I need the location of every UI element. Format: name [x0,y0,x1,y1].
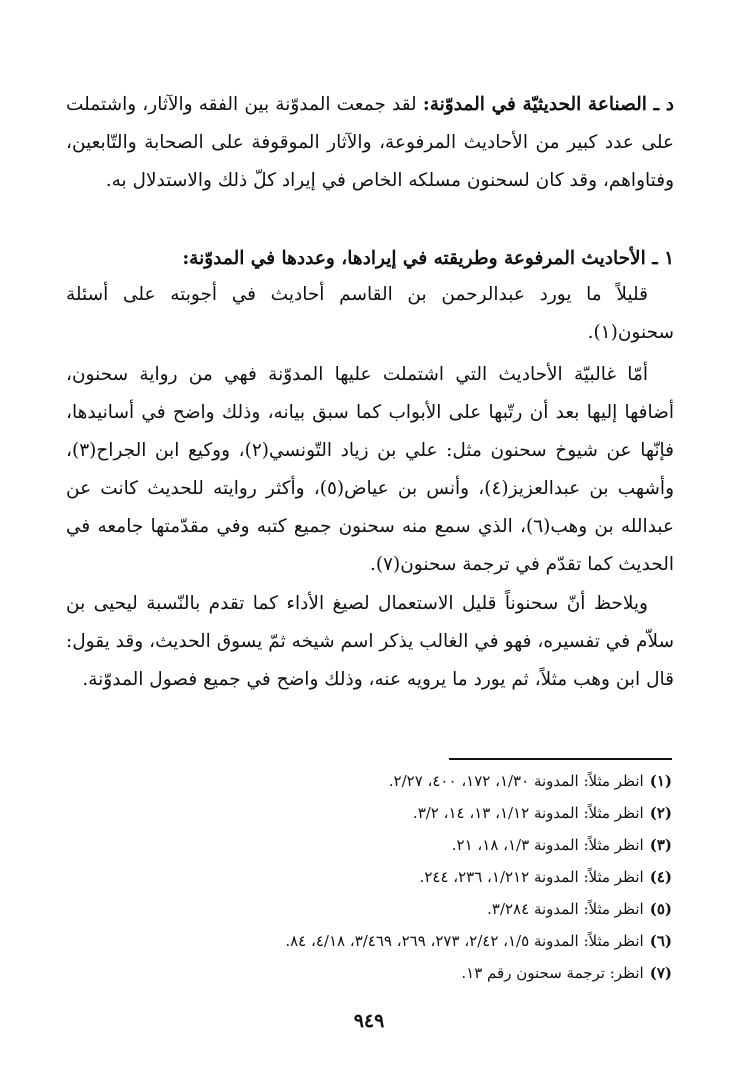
footnote-5 [112,893,672,925]
footnote-number: (٢) [649,804,672,822]
paragraph-2: أمّا غالبيّة الأحاديث التي اشتملت عليها المدوّنة فهي من رواية سحنون، أضافها إليها بعد أن رتّبها على الأبواب كما سبق بيانه، وذلك واضح في أسانيدها، فإنّها عن شيوخ سحنون مثل: علي بن زياد التّونسي(٢)، ووكيع ابن الجراح(٣)، وأشهب بن عبدالعزيز(٤)، وأنس بن عياض(٥)، وأكثر روايته للحديث كانت عن عبدالله بن وهب(٦)، الذي سمع منه سحنون جميع كتبه وفي مقدّمتها جامعه في الحديث كما تقدّم في ترجمة سحنون(٧). [66,364,675,575]
footnote-2 [112,797,672,829]
footnote-number: (٤) [649,868,672,886]
footnote-6 [112,925,672,957]
paragraph-1: قليلاً ما يورد عبدالرحمن بن القاسم أحاديث في أجوبته على أسئلة سحنون(١). [66,284,674,343]
footnote-number: (٣) [649,836,672,854]
footnote-3 [112,829,672,861]
section-d-heading: د ـ الصناعة الحديثيّة في المدوّنة: [422,94,675,115]
footnote-text: انظر مثلاً: المدونة ١/٢١٢، ٢٣٦، ٢٤٤. [419,868,644,886]
footnote-4 [112,861,672,893]
footnote-number: (٥) [649,900,672,918]
footnote-divider [449,758,672,760]
footnote-7 [112,957,672,989]
footnote-1 [112,765,672,797]
footnote-text: انظر مثلاً: المدونة ١/٣٠، ١٧٢، ٤٠٠، ٢/٢٧. [388,772,644,790]
paragraph-3: ويلاحظ أنّ سحنوناً قليل الاستعمال لصيغ الأداء كما تقدم بالنّسبة ليحيى بن سلاّم في تفسيره، فهو في الغالب يذكر اسم شيخه ثمّ يسوق الحديث، وقد يقول: قال ابن وهب مثلاً، ثم يورد ما يرويه عنه، وذلك واضح في جميع فصول المدوّنة. [66,593,674,690]
footnote-text: انظر مثلاً: المدونة ١/٣، ١٨، ٢١. [451,836,644,854]
page-number: ٩٤٩ [353,1010,385,1032]
footnote-text: انظر: ترجمة سحنون رقم ١٣. [461,964,644,982]
footnote-number: (١) [649,772,672,790]
section-d-text: لقد جمعت المدوّنة بين الفقه والآثار، واشتملت على عدد كبير من الأحاديث المرفوعة، والآثار الموقوفة على الصحابة والتّابعين، وفتاواهم، وقد كان لسحنون مسلكه الخاص في إيراد كلّ ذلك والاستدلال به. [66,94,674,191]
section-d-paragraph [66,86,674,200]
footnote-text: انظر مثلاً: المدونة ١/١٢، ١٣، ١٤، ٣/٢. [412,804,644,822]
subsection-1-heading: ١ ـ الأحاديث المرفوعة وطريقته في إيرادها، وعددها في المدوّنة: [182,248,674,269]
footnote-text: انظر مثلاً: المدونة ٣/٢٨٤. [487,900,644,918]
footnote-number: (٦) [649,932,672,950]
footnote-number: (٧) [649,964,672,982]
footnotes [112,765,672,989]
footnote-text: انظر مثلاً: المدونة ١/٥، ٢/٤٢، ٢٧٣، ٢٦٩، ٣/٤٦٩، ٤/١٨، ٨٤. [285,932,644,950]
